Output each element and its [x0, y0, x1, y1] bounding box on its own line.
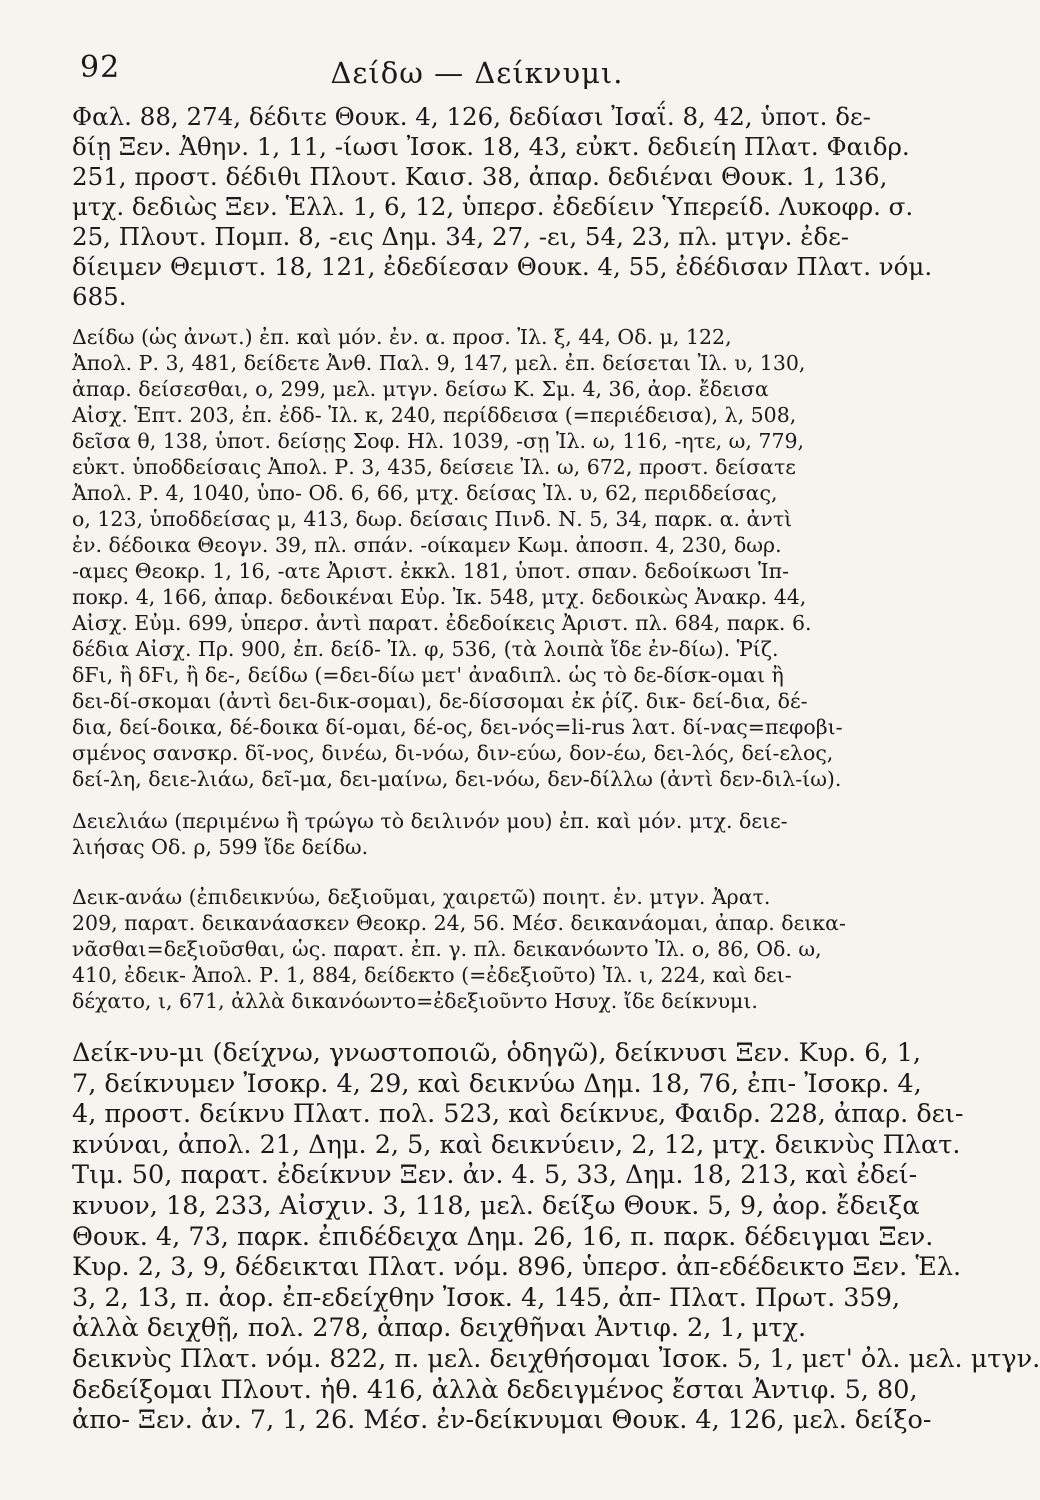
entry-line: Δειελιάω (περιμένω ἢ τρώγω τὸ δειλινόν μου) ἐπ. καὶ μόν. μτχ. δειε-: [72, 809, 788, 833]
entry-line: νᾶσθαι=δεξιοῦσθαι, ὡς. παρατ. ἐπ. γ. πλ. δεικανόωντο Ἰλ. ο, 86, Οδ. ω,: [72, 937, 822, 961]
entry-line: δει-δί-σκομαι (ἀντὶ δει-δικ-σομαι), δε-δίσσομαι ἐκ ῥίζ. δικ- δεί-δια, δέ-: [72, 689, 808, 713]
entry-deieliao: [72, 808, 884, 860]
entry-line: ἐν. δέδοικα Θεογν. 39, πλ. σπάν. -οίκαμεν Κωμ. ἀποσπ. 4, 230, δωρ.: [72, 533, 782, 557]
entry-line: κνύναι, ἀπολ. 21, Δημ. 2, 5, καὶ δεικνύειν, 2, 12, μτχ. δεικνὺς Πλατ.: [72, 1129, 961, 1160]
entry-deido: [72, 324, 884, 792]
entry-line: 685.: [72, 282, 127, 311]
entry-line: ἀπαρ. δείσεσθαι, ο, 299, μελ. μτγν. δείσω Κ. Σμ. 4, 36, ἀορ. ἔδεισα: [72, 377, 769, 401]
entry-line: Ἀπολ. Ρ. 4, 1040, ὑπο- Οδ. 6, 66, μτχ. δείσας Ἰλ. υ, 62, περιδδείσας,: [72, 481, 778, 505]
entry-line: δίῃ Ξεν. Ἀθην. 1, 11, -ίωσι Ἰσοκ. 18, 43, εὐκτ. δεδιείη Πλατ. Φαιδρ.: [72, 132, 910, 161]
entry-line: δεῖσα θ, 138, ὑποτ. δείσῃς Σοφ. Ηλ. 1039, -σῃ Ἰλ. ω, 116, -ητε, ω, 779,: [72, 429, 805, 453]
entry-line: 7, δείκνυμεν Ἰσοκρ. 4, 29, καὶ δεικνύω Δημ. 18, 76, ἐπι- Ἰσοκρ. 4,: [72, 1068, 922, 1099]
entry-line: 209, παρατ. δεικανάασκεν Θεοκρ. 24, 56. Μέσ. δεικανάομαι, ἀπαρ. δεικα-: [72, 911, 846, 935]
entry-line: δίειμεν Θεμιστ. 18, 121, ἐδεδίεσαν Θουκ. 4, 55, ἐδέδισαν Πλατ. νόμ.: [72, 252, 933, 281]
entry-line: Δείκ-νυ-μι (δείχνω, γνωστοποιῶ, ὁδηγῶ), δείκνυσι Ξεν. Κυρ. 6, 1,: [72, 1038, 922, 1068]
entry-line: Θουκ. 4, 73, παρκ. ἐπιδέδειχα Δημ. 26, 16, π. παρκ. δέδειγμαι Ξεν.: [72, 1221, 934, 1252]
entry-line: ἀλλὰ δειχθῇ, πολ. 278, ἀπαρ. δειχθῆναι Ἀντιφ. 2, 1, μτχ.: [72, 1313, 807, 1344]
entry-line: δϜι, ἢ δϜι, ἢ δε-, δείδω (=δει-δίω μετ' ἀναδιπλ. ὡς τὸ δε-δίσκ-ομαι ἢ: [72, 663, 784, 687]
entry-line: 3, 2, 13, π. ἀορ. ἐπ-εδείχθην Ἰσοκ. 4, 145, ἀπ- Πλατ. Πρωτ. 359,: [72, 1282, 901, 1313]
entry-line: Δεικ-ανάω (ἐπιδεικνύω, δεξιοῦμαι, χαιρετῶ) ποιητ. ἐν. μτγν. Ἀρατ.: [72, 885, 771, 909]
entry-line: κνυον, 18, 233, Αἰσχιν. 3, 118, μελ. δείξω Θουκ. 5, 9, ἀορ. ἔδειξα: [72, 1190, 920, 1221]
entry-line: δεδείξομαι Πλουτ. ἠθ. 416, ἀλλὰ δεδειγμένος ἔσται Ἀντιφ. 5, 80,: [72, 1374, 918, 1405]
entry-deiknymi: [72, 1038, 1040, 1436]
entry-line: Αἰσχ. Εὐμ. 699, ὑπερσ. ἀντὶ παρατ. ἐδεδοίκεις Ἀριστ. πλ. 684, παρκ. 6.: [72, 611, 812, 635]
entry-line: 25, Πλουτ. Πομπ. 8, -εις Δημ. 34, 27, -ει, 54, 23, πλ. μτγν. ἐδε-: [72, 222, 850, 251]
entry-line: δια, δεί-δοικα, δέ-δοικα δί-ομαι, δέ-ος, δει-νός=li-rus λατ. δί-νας=πεφοβι-: [72, 715, 843, 739]
entry-line: δέδια Αἰσχ. Πρ. 900, ἐπ. δείδ- Ἰλ. φ, 536, (τὰ λοιπὰ ἴδε ἐν-δίω). Ῥίζ.: [72, 637, 779, 661]
running-title: Δείδω — Δείκνυμι.: [330, 56, 624, 90]
entry-line: -αμες Θεοκρ. 1, 16, -ατε Ἀριστ. ἐκκλ. 181, ὑποτ. σπαν. δεδοίκωσι Ἱπ-: [72, 559, 790, 583]
entry-line: ἀπο- Ξεν. ἀν. 7, 1, 26. Μέσ. ἐν-δείκνυμαι Θουκ. 4, 126, μελ. δείξο-: [72, 1405, 932, 1436]
entry-line: δεί-λη, δειε-λιάω, δεῖ-μα, δει-μαίνω, δει-νόω, δεν-δίλλω (ἀντὶ δεν-διλ-ίω).: [72, 767, 842, 791]
entry-line: Ἀπολ. Ρ. 3, 481, δείδετε Ἀνθ. Παλ. 9, 147, μελ. ἐπ. δείσεται Ἰλ. υ, 130,: [72, 351, 806, 375]
entry-line: δέχατο, ι, 671, ἀλλὰ δικανόωντο=ἐδεξιοῦντο Ησυχ. ἴδε δείκνυμι.: [72, 989, 758, 1013]
entry-line: Τιμ. 50, παρατ. ἐδείκνυν Ξεν. ἀν. 4. 5, 33, Δημ. 18, 213, καὶ ἐδεί-: [72, 1160, 918, 1191]
entry-line: λιήσας Οδ. ρ, 599 ἴδε δείδω.: [72, 835, 369, 859]
entry-line: Κυρ. 2, 3, 9, δέδεικται Πλατ. νόμ. 896, ὑπερσ. ἀπ-εδέδεικτο Ξεν. Ἑλ.: [72, 1252, 962, 1283]
spacer: [72, 312, 884, 324]
entry-line: Φαλ. 88, 274, δέδιτε Θουκ. 4, 126, δεδίασι Ἰσαΐ. 8, 42, ὑποτ. δε-: [72, 102, 871, 131]
page-header: [70, 50, 884, 94]
spacer: [72, 860, 884, 884]
entry-line: Δείδω (ὡς ἀνωτ.) ἐπ. καὶ μόν. ἐν. α. προσ. Ἰλ. ξ, 44, Οδ. μ, 122,: [72, 325, 732, 349]
entry-line: 4, προστ. δείκνυ Πλατ. πολ. 523, καὶ δείκνυε, Φαιδρ. 228, ἀπαρ. δει-: [72, 1099, 964, 1130]
entry-line: 251, προστ. δέδιθι Πλουτ. Καισ. 38, ἀπαρ. δεδιέναι Θουκ. 1, 136,: [72, 162, 888, 191]
entry-line: εὐκτ. ὑποδδείσαις Ἀπολ. Ρ. 3, 435, δείσειε Ἰλ. ω, 672, προστ. δείσατε: [72, 455, 796, 479]
entry-line: 410, ἐδεικ- Ἀπολ. Ρ. 1, 884, δείδεκτο (=ἐδεξιοῦτο) Ἰλ. ι, 224, καὶ δει-: [72, 963, 792, 987]
entry-deikanao: [72, 884, 884, 1014]
entry-line: Αἰσχ. Ἑπτ. 203, ἐπ. ἐδδ- Ἰλ. κ, 240, περίδδεισα (=περιέδεισα), λ, 508,: [72, 403, 797, 427]
entry-line: σμένος σανσκρ. δῖ-νος, δινέω, δι-νόω, διν-εύω, δον-έω, δει-λός, δεί-ελος,: [72, 741, 834, 765]
page-number: 92: [80, 50, 121, 85]
entry-line: δεικνὺς Πλατ. νόμ. 822, π. μελ. δειχθήσομαι Ἰσοκ. 5, 1, μετ' ὀλ. μελ. μτγν.: [72, 1343, 1040, 1374]
entry-line: ο, 123, ὑποδδείσας μ, 413, δωρ. δείσαις Πινδ. Ν. 5, 34, παρκ. α. ἀντὶ: [72, 507, 793, 531]
entry-line: ποκρ. 4, 166, ἀπαρ. δεδοικέναι Εὐρ. Ἰκ. 548, μτχ. δεδοικὼς Ἀνακρ. 44,: [72, 585, 807, 609]
entry-line: μτχ. δεδιὼς Ξεν. Ἑλλ. 1, 6, 12, ὑπερσ. ἐδεδίειν Ὑπερείδ. Λυκοφρ. σ.: [72, 192, 914, 221]
page-content: [72, 102, 1040, 1436]
entry-continuation: [72, 102, 933, 312]
spacer: [72, 1014, 884, 1038]
spacer: [72, 792, 884, 808]
